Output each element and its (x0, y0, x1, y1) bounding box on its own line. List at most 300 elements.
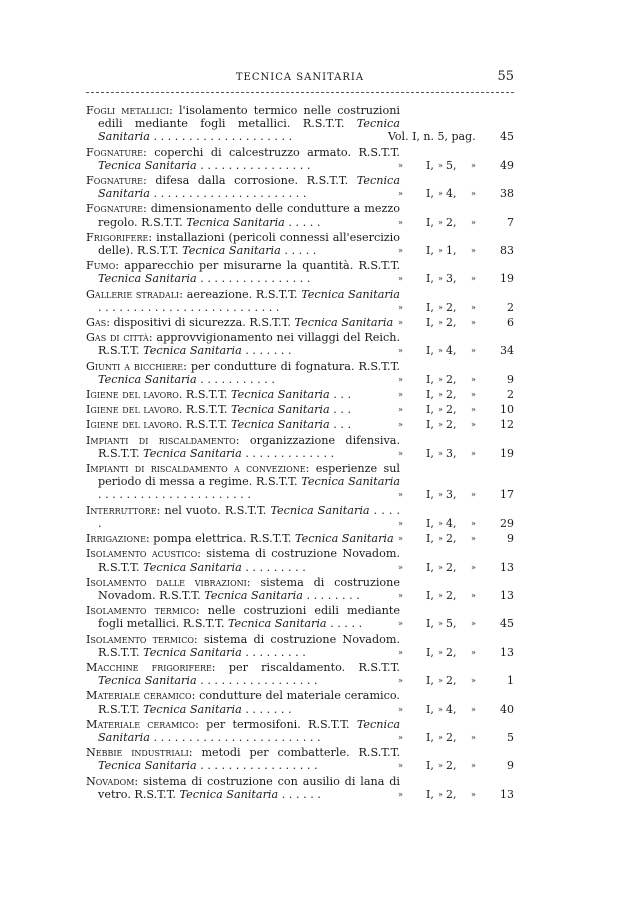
entry-description: sistema di costruzione Novadom. R.S.T.T. (98, 547, 400, 574)
volume-reference: I, (426, 272, 434, 286)
journal-name: Tecnica Sanitaria (294, 316, 394, 330)
ditto-mark: » (471, 490, 476, 500)
ditto-mark: » (471, 346, 476, 356)
issue-reference: 4, (446, 516, 457, 530)
entry-description: sistema di costruzione Novadom. R.S.T.T. (98, 632, 401, 659)
ditto-mark: » (438, 590, 443, 600)
volume-reference: I, (426, 702, 434, 716)
page-reference: 9 (507, 532, 514, 546)
page-reference: 19 (500, 272, 514, 286)
issue-reference: 2, (446, 215, 457, 229)
page-reference: 45 (500, 617, 514, 631)
ditto-mark: » (398, 704, 403, 714)
journal-name: Tecnica Sanitaria (179, 787, 279, 801)
entry-text (86, 202, 400, 228)
dot-leader: . . . . . . . . . (245, 560, 306, 574)
dot-leader: . . . . . . . . . . . (200, 372, 275, 386)
entry-text (86, 746, 400, 772)
entry-description: pompa elettrica. R.S.T.T. (153, 532, 292, 546)
ditto-mark: » (398, 274, 403, 284)
entry-text (86, 316, 400, 329)
ditto-mark: » (471, 189, 476, 199)
running-title: TECNICA SANITARIA (235, 72, 365, 83)
page-reference: 13 (500, 588, 514, 602)
journal-name: Tecnica Sanitaria (98, 174, 400, 201)
ditto-mark: » (438, 732, 443, 742)
entry-heading: Giunti a bicchiere: (86, 359, 187, 373)
entry-text (86, 604, 400, 630)
entry-reference (394, 447, 514, 460)
volume-reference: I, (426, 759, 434, 773)
ditto-mark: » (398, 761, 403, 771)
index-entry (86, 403, 514, 416)
journal-name: Tecnica Sanitaria (98, 717, 401, 744)
ditto-mark: » (398, 390, 403, 400)
index-entry (86, 104, 514, 144)
ditto-mark: » (438, 420, 443, 430)
journal-name: Tecnica Sanitaria (98, 272, 197, 286)
volume-reference: I, (426, 617, 434, 631)
volume-reference: I, (426, 418, 434, 432)
dot-leader: . . . . . (330, 617, 363, 631)
entry-heading: Materiale ceramico: (86, 717, 199, 731)
dot-leader: . . . . . . . . . . . . . . . . . . . . . . (153, 187, 307, 201)
entry-reference (394, 489, 514, 502)
dot-leader: . . . . . . . . . . . . . . . . (200, 158, 311, 172)
entry-heading: Gas: (86, 316, 110, 330)
entry-description: sistema di costruzione con ausilio di lana di vetro. R.S.T.T. (98, 774, 400, 801)
page-reference: 13 (500, 787, 514, 801)
ditto-mark: » (438, 448, 443, 458)
ditto-mark: » (471, 789, 476, 799)
ditto-mark: » (398, 562, 403, 572)
ditto-mark: » (438, 518, 443, 528)
issue-reference: 4, (446, 702, 457, 716)
page-reference: 29 (500, 516, 514, 530)
ditto-mark: » (471, 518, 476, 528)
entry-description: installazioni (pericoli connessi all'esercizio delle). R.S.T.T. (98, 230, 400, 258)
volume-reference: I, (426, 446, 434, 460)
entry-text (86, 532, 400, 545)
ditto-mark: » (438, 619, 443, 629)
entry-text (86, 434, 400, 460)
entry-reference (394, 703, 514, 716)
page-header (86, 69, 514, 90)
volume-reference: I, (426, 532, 434, 546)
index-entry (86, 504, 514, 530)
index-entries (86, 104, 514, 803)
index-entry (86, 462, 514, 502)
page-reference: 2 (507, 300, 514, 314)
entry-description: l'isolamento termico nelle costruzioni edili mediante fogli metallici. R.S.T.T. (98, 104, 400, 131)
index-entry (86, 532, 514, 545)
entry-reference (394, 388, 514, 401)
entry-heading: Frigorifere: (86, 230, 153, 244)
entry-reference (388, 130, 514, 144)
ditto-mark: » (398, 619, 403, 629)
entry-reference (394, 589, 514, 602)
index-entry (86, 604, 514, 630)
entry-reference (394, 216, 514, 229)
ditto-mark: » (398, 676, 403, 686)
page-reference: 5 (507, 730, 514, 744)
journal-name: Tecnica Sanitaria (98, 117, 400, 144)
dot-leader: . . . . . (288, 215, 321, 229)
ditto-mark: » (438, 302, 443, 312)
entry-heading: Impianti di riscaldamento: (86, 433, 240, 447)
entry-heading: Igiene del lavoro. (86, 388, 183, 402)
journal-name: Tecnica Sanitaria (301, 287, 400, 301)
ditto-mark: » (438, 562, 443, 572)
index-entry (86, 231, 514, 257)
ditto-mark: » (471, 676, 476, 686)
entry-text (86, 775, 400, 801)
ditto-mark: » (398, 590, 403, 600)
issue-reference: 3, (446, 272, 457, 286)
entry-description: dispositivi di sicurezza. R.S.T.T. (113, 316, 291, 330)
ditto-mark: » (471, 704, 476, 714)
ditto-mark: » (438, 390, 443, 400)
entry-heading: Igiene del lavoro. (86, 403, 183, 417)
index-entry (86, 576, 514, 602)
entry-heading: Isolamento dalle vibrazioni: (86, 575, 251, 589)
entry-heading: Fogli metallici: (86, 104, 173, 117)
entry-reference (394, 301, 514, 314)
entry-text (86, 331, 400, 357)
page-reference: 34 (500, 344, 514, 358)
entry-text (86, 504, 400, 530)
entry-heading: Fognature: (86, 174, 147, 188)
issue-reference: 3, (446, 488, 457, 502)
ditto-mark: » (398, 160, 403, 170)
entry-text (86, 360, 400, 386)
entry-reference (394, 316, 514, 329)
issue-reference: 2, (446, 787, 457, 801)
issue-reference: 2, (446, 388, 457, 402)
ditto-mark: » (471, 761, 476, 771)
volume-reference: I, (426, 645, 434, 659)
volume-reference: I, (426, 403, 434, 417)
dot-leader: . . . . . . . . . . . . . . . . . (200, 759, 318, 773)
entry-description: nel vuoto. R.S.T.T. (164, 503, 267, 517)
ditto-mark: » (471, 448, 476, 458)
entry-heading: Gallerie stradali: (86, 287, 183, 301)
entry-reference (394, 517, 514, 530)
ditto-mark: » (471, 534, 476, 544)
journal-name: Tecnica Sanitaria (270, 503, 370, 517)
entry-description: R.S.T.T. (185, 418, 228, 432)
ditto-mark: » (438, 647, 443, 657)
dot-leader: . . . . . (98, 503, 401, 530)
volume-reference: I, (426, 158, 434, 172)
dot-leader: . . . (333, 418, 352, 432)
entry-text (86, 633, 400, 659)
ditto-mark: » (471, 732, 476, 742)
ditto-mark: » (438, 534, 443, 544)
entry-reference (394, 759, 514, 772)
index-entry (86, 288, 514, 314)
index-entry (86, 418, 514, 431)
ditto-mark: » (398, 374, 403, 384)
entry-reference (394, 731, 514, 744)
journal-name: Tecnica Sanitaria (231, 388, 330, 402)
ditto-mark: » (471, 390, 476, 400)
entry-reference (394, 561, 514, 574)
ditto-mark: » (471, 160, 476, 170)
dot-leader: . . . . . . . . . . . . . . . . . (200, 674, 318, 688)
dot-leader: . . . . . . . . . . . . . . . . . . . . (153, 130, 293, 144)
page-reference: 10 (500, 403, 514, 417)
dot-leader: . . . . . . . . . . . . . . . . . . . . . . . . . . (98, 300, 280, 314)
issue-reference: 4, (446, 187, 457, 201)
entry-heading: Fognature: (86, 202, 147, 216)
issue-reference: 2, (446, 372, 457, 386)
index-entry (86, 174, 514, 200)
ditto-mark: » (438, 405, 443, 415)
entry-heading: Nebbie industriali: (86, 746, 193, 760)
journal-name: Tecnica Sanitaria (98, 759, 197, 773)
volume-reference: Vol. I, n. 5, pag. (388, 130, 476, 144)
entry-text (86, 104, 400, 144)
entry-text (86, 462, 400, 502)
entry-text (86, 418, 400, 431)
entry-heading: Materiale ceramico: (86, 689, 196, 703)
entry-text (86, 403, 400, 416)
volume-reference: I, (426, 372, 434, 386)
journal-name: Tecnica Sanitaria (143, 344, 242, 358)
ditto-mark: » (398, 534, 403, 544)
journal-name: Tecnica Sanitaria (301, 475, 401, 489)
ditto-mark: » (471, 647, 476, 657)
entry-description: difesa dalla corrosione. R.S.T.T. (155, 174, 349, 188)
volume-reference: I, (426, 588, 434, 602)
index-entry (86, 316, 514, 329)
entry-reference (394, 646, 514, 659)
journal-name: Tecnica Sanitaria (231, 418, 330, 432)
index-entry (86, 633, 514, 659)
entry-text (86, 689, 400, 715)
ditto-mark: » (438, 789, 443, 799)
entry-description: R.S.T.T. (185, 388, 228, 402)
entry-description: aereazione. R.S.T.T. (186, 287, 298, 301)
page-reference: 83 (500, 244, 514, 258)
index-entry (86, 259, 514, 285)
issue-reference: 2, (446, 730, 457, 744)
ditto-mark: » (398, 448, 403, 458)
entry-reference (394, 373, 514, 386)
entry-description: per condutture di fognatura. R.S.T.T. (190, 359, 400, 373)
ditto-mark: » (438, 490, 443, 500)
entry-heading: Fognature: (86, 145, 147, 159)
index-entry (86, 388, 514, 401)
entry-heading: Irrigazione: (86, 532, 150, 546)
entry-heading: Macchine frigorifere: (86, 660, 216, 674)
ditto-mark: » (438, 374, 443, 384)
issue-reference: 1, (446, 244, 457, 258)
entry-text (86, 288, 400, 314)
header-rule (86, 92, 514, 93)
ditto-mark: » (398, 302, 403, 312)
issue-reference: 2, (446, 403, 457, 417)
ditto-mark: » (471, 318, 476, 328)
dot-leader: . . . . . . . . . . . . . . . . (200, 272, 311, 286)
ditto-mark: » (438, 217, 443, 227)
index-entry (86, 746, 514, 772)
entry-heading: Novadom: (86, 774, 139, 788)
issue-reference: 4, (446, 344, 457, 358)
ditto-mark: » (471, 562, 476, 572)
entry-description: sistema di costruzione Novadom. R.S.T.T. (98, 575, 400, 602)
entry-description: condutture del materiale ceramico. R.S.T.T. (98, 689, 400, 716)
entry-reference (394, 187, 514, 200)
ditto-mark: » (438, 676, 443, 686)
ditto-mark: » (398, 789, 403, 799)
entry-heading: Igiene del lavoro. (86, 418, 183, 432)
index-entry (86, 146, 514, 172)
page-reference: 9 (507, 372, 514, 386)
entry-description: esperienze sul periodo di messa a regime. R.S.T.T. (98, 462, 401, 489)
entry-text (86, 547, 400, 573)
ditto-mark: » (471, 374, 476, 384)
index-entry (86, 547, 514, 573)
ditto-mark: » (471, 590, 476, 600)
entry-heading: Isolamento termico: (86, 604, 200, 618)
volume-reference: I, (426, 516, 434, 530)
dot-leader: . . . . . . . . . . . . . . . . . . . . . . (98, 488, 251, 502)
entry-reference (394, 403, 514, 416)
journal-name: Tecnica Sanitaria (231, 403, 330, 417)
page-reference: 17 (500, 488, 514, 502)
dot-leader: . . . . . . . . . (245, 645, 306, 659)
page-reference: 12 (500, 418, 514, 432)
index-entry (86, 775, 514, 801)
dot-leader: . . . (333, 388, 352, 402)
entry-reference (394, 344, 514, 357)
ditto-mark: » (471, 619, 476, 629)
dot-leader: . . . . . . . . . . . . . . . . . . . . . . . . (153, 730, 321, 744)
page-number: 55 (497, 69, 514, 84)
ditto-mark: » (398, 246, 403, 256)
entry-text (86, 174, 400, 200)
entry-heading: Gas di città: (86, 331, 153, 345)
dot-leader: . . . . . . . . (306, 588, 360, 602)
entry-description: per riscaldamento. R.S.T.T. (228, 660, 400, 674)
entry-heading: Isolamento termico: (86, 632, 198, 646)
journal-name: Tecnica Sanitaria (186, 215, 285, 229)
dot-leader: . . . . . . . . . . . . . (245, 446, 335, 460)
index-entry (86, 689, 514, 715)
journal-name: Tecnica Sanitaria (227, 617, 327, 631)
ditto-mark: » (398, 732, 403, 742)
dot-leader: . . . . . . . (245, 702, 292, 716)
ditto-mark: » (471, 274, 476, 284)
page-reference: 13 (500, 560, 514, 574)
entry-text (86, 661, 400, 687)
page-reference: 40 (500, 702, 514, 716)
ditto-mark: » (471, 217, 476, 227)
entry-description: coperchi di calcestruzzo armato. R.S.T.T. (154, 145, 400, 159)
entry-description: per termosifoni. R.S.T.T. (206, 717, 350, 731)
issue-reference: 2, (446, 560, 457, 574)
journal-name: Tecnica Sanitaria (143, 702, 242, 716)
entry-text (86, 388, 400, 401)
entry-reference (394, 788, 514, 801)
ditto-mark: » (438, 704, 443, 714)
ditto-mark: » (398, 189, 403, 199)
index-entry (86, 434, 514, 460)
issue-reference: 5, (446, 158, 457, 172)
entry-description: metodi per combatterle. R.S.T.T. (201, 746, 401, 760)
entry-description: R.S.T.T. (185, 403, 228, 417)
journal-name: Tecnica Sanitaria (182, 244, 281, 258)
entry-text (86, 146, 400, 172)
journal-name: Tecnica Sanitaria (98, 674, 197, 688)
entry-reference (394, 244, 514, 257)
issue-reference: 2, (446, 645, 457, 659)
ditto-mark: » (438, 189, 443, 199)
index-entry (86, 661, 514, 687)
page-reference: 7 (507, 215, 514, 229)
entry-description: dimensionamento delle condutture a mezzo regolo. R.S.T.T. (98, 202, 400, 229)
ditto-mark: » (438, 160, 443, 170)
page-reference: 13 (500, 645, 514, 659)
journal-name: Tecnica Sanitaria (295, 532, 394, 546)
issue-reference: 2, (446, 300, 457, 314)
entry-reference (394, 272, 514, 285)
volume-reference: I, (426, 215, 434, 229)
ditto-mark: » (398, 518, 403, 528)
issue-reference: 5, (446, 617, 457, 631)
journal-name: Tecnica Sanitaria (143, 645, 242, 659)
volume-reference: I, (426, 787, 434, 801)
entry-description: organizzazione difensiva. R.S.T.T. (98, 433, 400, 460)
ditto-mark: » (398, 405, 403, 415)
ditto-mark: » (438, 318, 443, 328)
page-reference: 1 (507, 674, 514, 688)
dot-leader: . . . . . . . (245, 344, 292, 358)
volume-reference: I, (426, 316, 434, 330)
dot-leader: . . . . . (284, 244, 317, 258)
page-reference: 45 (500, 130, 514, 144)
volume-reference: I, (426, 300, 434, 314)
page-reference: 2 (507, 388, 514, 402)
index-entry (86, 202, 514, 228)
entry-description: apparecchio per misurarne la quantità. R.S.T.T. (124, 259, 400, 273)
ditto-mark: » (471, 420, 476, 430)
index-entry (86, 331, 514, 357)
ditto-mark: » (438, 246, 443, 256)
issue-reference: 2, (446, 674, 457, 688)
entry-reference (394, 159, 514, 172)
ditto-mark: » (398, 346, 403, 356)
journal-name: Tecnica Sanitaria (98, 158, 197, 172)
entry-text (86, 718, 400, 744)
entry-description: approvvigionamento nei villaggi del Reich. R.S.T.T. (98, 331, 401, 358)
journal-name: Tecnica Sanitaria (204, 588, 303, 602)
ditto-mark: » (398, 420, 403, 430)
ditto-mark: » (438, 274, 443, 284)
index-entry (86, 360, 514, 386)
entry-text (86, 576, 400, 602)
volume-reference: I, (426, 187, 434, 201)
ditto-mark: » (471, 246, 476, 256)
entry-text (86, 231, 400, 257)
page-reference: 38 (500, 187, 514, 201)
issue-reference: 2, (446, 759, 457, 773)
ditto-mark: » (471, 302, 476, 312)
entry-heading: Interruttore: (86, 503, 161, 517)
ditto-mark: » (471, 405, 476, 415)
